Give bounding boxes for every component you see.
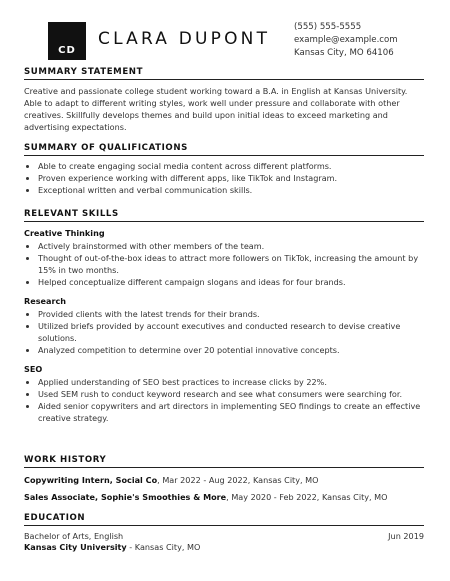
monogram-badge [48, 22, 86, 60]
skill-group-research [24, 296, 424, 356]
list-item: • Provided clients with the latest trends for their brands. [38, 308, 424, 320]
list-item: • Helped conceptualize different campaign slogans and ideas for four brands. [38, 276, 424, 288]
contact-location: Kansas City, MO 64106 [294, 48, 394, 58]
list-item: • Exceptional written and verbal communication skills. [38, 184, 424, 196]
list-item: • Proven experience working with different apps, like TikTok and Instagram. [38, 172, 424, 184]
list-item: • Actively brainstormed with other members of the team. [38, 240, 424, 252]
section-title-education: EDUCATION [24, 513, 424, 526]
work-entry: Copywriting Intern, Social Co, Mar 2022 - Aug 2022, Kansas City, MO [24, 475, 319, 485]
skill-list [24, 240, 424, 288]
work-role: Sales Associate [24, 492, 96, 502]
skills-section [24, 209, 424, 424]
skill-group-seo [24, 364, 424, 424]
skill-list [24, 308, 424, 356]
list-item: • Able to create engaging social media content across different platforms. [38, 160, 424, 172]
list-item: • Used SEM rush to conduct keyword research and see what consumers were searching for. [38, 388, 424, 400]
contact-email: example@example.com [294, 35, 398, 45]
work-company: Sophie's Smoothies & More [100, 492, 227, 502]
qualifications-list [24, 160, 424, 196]
education-section [24, 513, 424, 553]
list-item: • Utilized briefs provided by account executives and conducted research to devise creative solutions. [38, 320, 424, 344]
section-title-qualifications: SUMMARY OF QUALIFICATIONS [24, 143, 424, 156]
education-school-row [24, 542, 424, 553]
contact-info [294, 21, 398, 60]
education-school-location: - Kansas City, MO [129, 542, 201, 552]
candidate-name: CLARA DUPONT [98, 29, 271, 49]
skill-group-title: SEO [24, 364, 43, 374]
list-item: • Aided senior copywriters and art directors in implementing SEO findings to create an effective creative strategy. [38, 400, 424, 424]
education-date: Jun 2019 [388, 531, 424, 541]
section-title-summary: SUMMARY STATEMENT [24, 67, 424, 80]
contact-phone: (555) 555-5555 [294, 22, 362, 32]
work-role: Copywriting Intern [24, 475, 110, 485]
skill-group-title: Creative Thinking [24, 228, 105, 238]
qualifications-section [24, 143, 424, 196]
section-title-work: WORK HISTORY [24, 455, 424, 468]
section-title-skills: RELEVANT SKILLS [24, 209, 424, 222]
skill-group-title: Research [24, 296, 67, 306]
list-item: • Thought of out-of-the-box ideas to attract more followers on TikTok, increasing the amount by 15% in two months. [38, 252, 424, 276]
skill-list [24, 376, 424, 424]
list-item: • Applied understanding of SEO best practices to increase clicks by 22%. [38, 376, 424, 388]
education-degree-row [24, 531, 424, 542]
skill-group-creative-thinking [24, 228, 424, 288]
list-item: • Analyzed competition to determine over 20 potential innovative concepts. [38, 344, 424, 356]
work-company: Social Co [115, 475, 158, 485]
education-school: Kansas City University [24, 542, 127, 552]
work-entry: Sales Associate, Sophie's Smoothies & More, May 2020 - Feb 2022, Kansas City, MO [24, 492, 388, 502]
education-degree: Bachelor of Arts, English [24, 531, 124, 541]
work-history-section [24, 455, 424, 503]
summary-text: Creative and passionate college student working toward a B.A. in English at Kansas University. Able to adapt to different writing styles, work well under pressure and collaborate with other creatives. Skillfully develops themes and build upon initial ideas to exceed marketing and advertising expectations. [24, 86, 408, 132]
summary-section [24, 67, 424, 133]
resume-header [24, 0, 424, 62]
work-details: Mar 2022 - Aug 2022, Kansas City, MO [162, 475, 319, 485]
monogram-initials: CD [58, 45, 76, 56]
work-details: May 2020 - Feb 2022, Kansas City, MO [231, 492, 388, 502]
